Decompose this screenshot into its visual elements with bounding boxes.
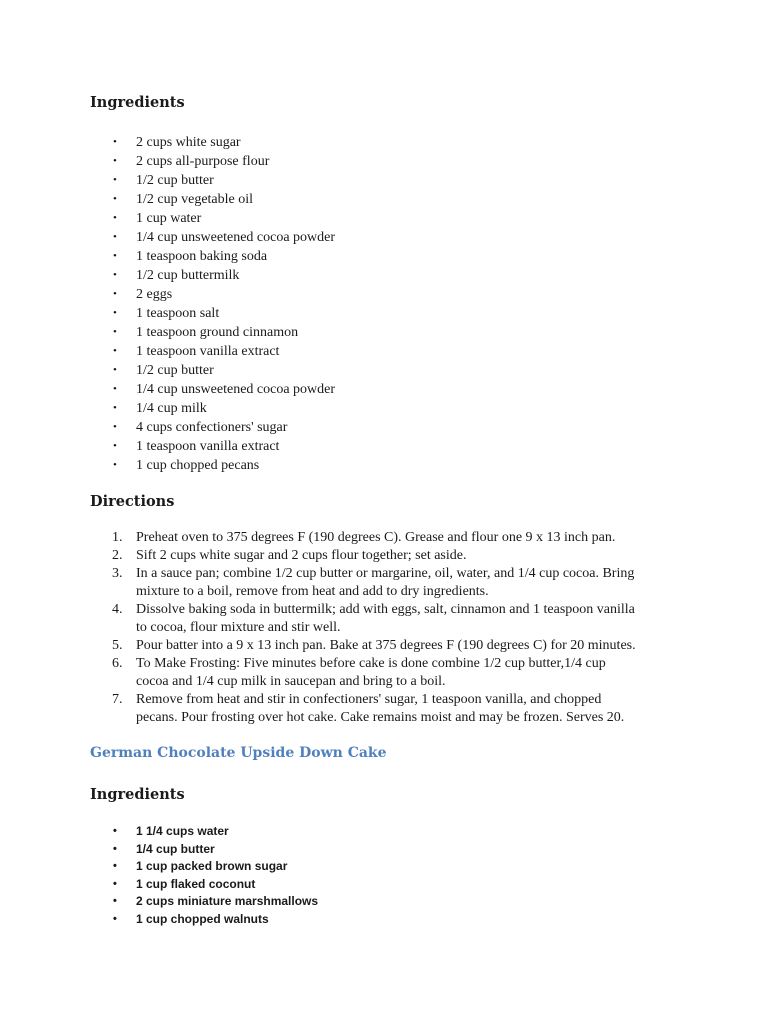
ingredient-text: 2 cups miniature marshmallows: [136, 894, 319, 908]
bullet-icon: •: [113, 345, 117, 357]
ingredient-item: [0, 876, 318, 894]
bullet-icon: •: [113, 136, 117, 148]
bullet-icon: •: [113, 421, 117, 433]
ingredients-list-2: [0, 823, 318, 928]
ingredients-list: [0, 133, 335, 475]
ingredient-item: [0, 380, 335, 399]
ingredient-text: 1/4 cup milk: [136, 401, 207, 416]
bullet-icon: •: [113, 877, 117, 890]
step-number: 3.: [112, 566, 123, 581]
ingredient-item: [0, 399, 335, 418]
direction-step: [0, 565, 636, 601]
bullet-icon: •: [113, 288, 117, 300]
step-number: 4.: [112, 602, 123, 617]
step-number: 6.: [112, 656, 123, 671]
bullet-icon: •: [113, 212, 117, 224]
step-number: 5.: [112, 638, 123, 653]
recipe-title: German Chocolate Upside Down Cake: [90, 745, 387, 761]
bullet-icon: •: [113, 174, 117, 186]
ingredient-item: [0, 823, 318, 841]
ingredients-heading: Ingredients: [90, 94, 185, 111]
ingredient-item: [0, 858, 318, 876]
ingredient-item: [0, 209, 335, 228]
ingredient-item: [0, 247, 335, 266]
step-number: 2.: [112, 548, 123, 563]
step-text: to cocoa, flour mixture and stir well.: [136, 620, 341, 635]
ingredient-text: 1/4 cup unsweetened cocoa powder: [136, 230, 336, 245]
ingredient-item: [0, 152, 335, 171]
ingredient-item: [0, 893, 318, 911]
ingredient-text: 1 cup packed brown sugar: [136, 859, 288, 873]
ingredient-text: 1/2 cup buttermilk: [136, 268, 240, 283]
ingredient-text: 1/4 cup butter: [136, 841, 215, 856]
direction-step: [0, 637, 636, 655]
step-text: mixture to a boil, remove from heat and add to dry ingredients.: [136, 584, 489, 599]
step-number: 7.: [112, 692, 123, 707]
ingredient-item: [0, 418, 335, 437]
ingredient-item: [0, 911, 318, 929]
ingredient-text: 1 1/4 cups water: [136, 824, 229, 838]
bullet-icon: •: [113, 402, 117, 414]
ingredient-item: [0, 285, 335, 304]
directions-list: [0, 529, 636, 727]
ingredient-text: 1/2 cup butter: [136, 363, 214, 378]
step-text: Dissolve baking soda in buttermilk; add with eggs, salt, cinnamon and 1 teaspoon vanilla: [136, 602, 635, 617]
ingredient-text: 2 eggs: [136, 287, 173, 302]
step-text: Preheat oven to 375 degrees F (190 degrees C). Grease and flour one 9 x 13 inch pan.: [136, 530, 616, 545]
direction-step: [0, 529, 636, 547]
ingredient-item: [0, 437, 335, 456]
step-text: Remove from heat and stir in confectioners' sugar, 1 teaspoon vanilla, and chopped: [136, 692, 602, 707]
ingredient-text: 1 teaspoon ground cinnamon: [136, 325, 299, 340]
bullet-icon: •: [113, 326, 117, 338]
ingredient-text: 2 cups all-purpose flour: [136, 154, 270, 169]
ingredient-item: [0, 266, 335, 285]
ingredient-text: 1 teaspoon salt: [136, 306, 220, 321]
ingredient-item: [0, 304, 335, 323]
ingredient-item: [0, 190, 335, 209]
ingredient-item: [0, 361, 335, 380]
bullet-icon: •: [113, 364, 117, 376]
ingredient-text: 1 teaspoon vanilla extract: [136, 439, 280, 454]
bullet-icon: •: [113, 250, 117, 262]
ingredient-item: [0, 171, 335, 190]
ingredient-text: 1 cup chopped walnuts: [136, 911, 269, 926]
direction-step: [0, 601, 636, 637]
ingredients-heading-2: Ingredients: [90, 786, 185, 803]
bullet-icon: •: [113, 825, 117, 837]
bullet-icon: •: [113, 155, 117, 167]
ingredient-item: [0, 228, 335, 247]
ingredient-text: 1 cup flaked coconut: [136, 876, 256, 891]
direction-step: [0, 691, 636, 727]
bullet-icon: •: [113, 860, 117, 872]
ingredient-text: 1 teaspoon baking soda: [136, 249, 268, 264]
bullet-icon: •: [113, 459, 117, 471]
bullet-icon: •: [113, 842, 117, 855]
ingredient-text: 1 cup chopped pecans: [136, 458, 260, 473]
ingredient-item: [0, 841, 318, 859]
bullet-icon: •: [113, 307, 117, 319]
bullet-icon: •: [113, 269, 117, 281]
step-text: Sift 2 cups white sugar and 2 cups flour together; set aside.: [136, 548, 467, 563]
bullet-icon: •: [113, 440, 117, 452]
step-text: cocoa and 1/4 cup milk in saucepan and bring to a boil.: [136, 674, 446, 689]
directions-heading: Directions: [90, 493, 175, 510]
ingredient-text: 2 cups white sugar: [136, 135, 241, 150]
step-text: In a sauce pan; combine 1/2 cup butter or margarine, oil, water, and 1/4 cup cocoa. Bring: [136, 566, 635, 581]
ingredient-text: 1/4 cup unsweetened cocoa powder: [136, 382, 336, 397]
step-text: Pour batter into a 9 x 13 inch pan. Bake at 375 degrees F (190 degrees C) for 20 minutes.: [136, 638, 636, 653]
ingredient-text: 1/2 cup butter: [136, 173, 214, 188]
ingredient-item: [0, 133, 335, 152]
ingredient-text: 1 teaspoon vanilla extract: [136, 344, 280, 359]
ingredient-text: 1 cup water: [136, 211, 202, 226]
bullet-icon: •: [113, 193, 117, 205]
ingredient-text: 1/2 cup vegetable oil: [136, 192, 254, 207]
ingredient-item: [0, 323, 335, 342]
direction-step: [0, 547, 636, 565]
step-text: To Make Frosting: Five minutes before cake is done combine 1/2 cup butter,1/4 cup: [136, 656, 606, 671]
ingredient-item: [0, 342, 335, 361]
bullet-icon: •: [113, 912, 117, 925]
step-number: 1.: [112, 530, 123, 545]
bullet-icon: •: [113, 231, 117, 243]
bullet-icon: •: [113, 383, 117, 395]
step-text: pecans. Pour frosting over hot cake. Cake remains moist and may be frozen. Serves 20.: [136, 710, 625, 725]
bullet-icon: •: [113, 895, 117, 907]
ingredient-item: [0, 456, 335, 475]
ingredient-text: 4 cups confectioners' sugar: [136, 420, 288, 435]
direction-step: [0, 655, 636, 691]
